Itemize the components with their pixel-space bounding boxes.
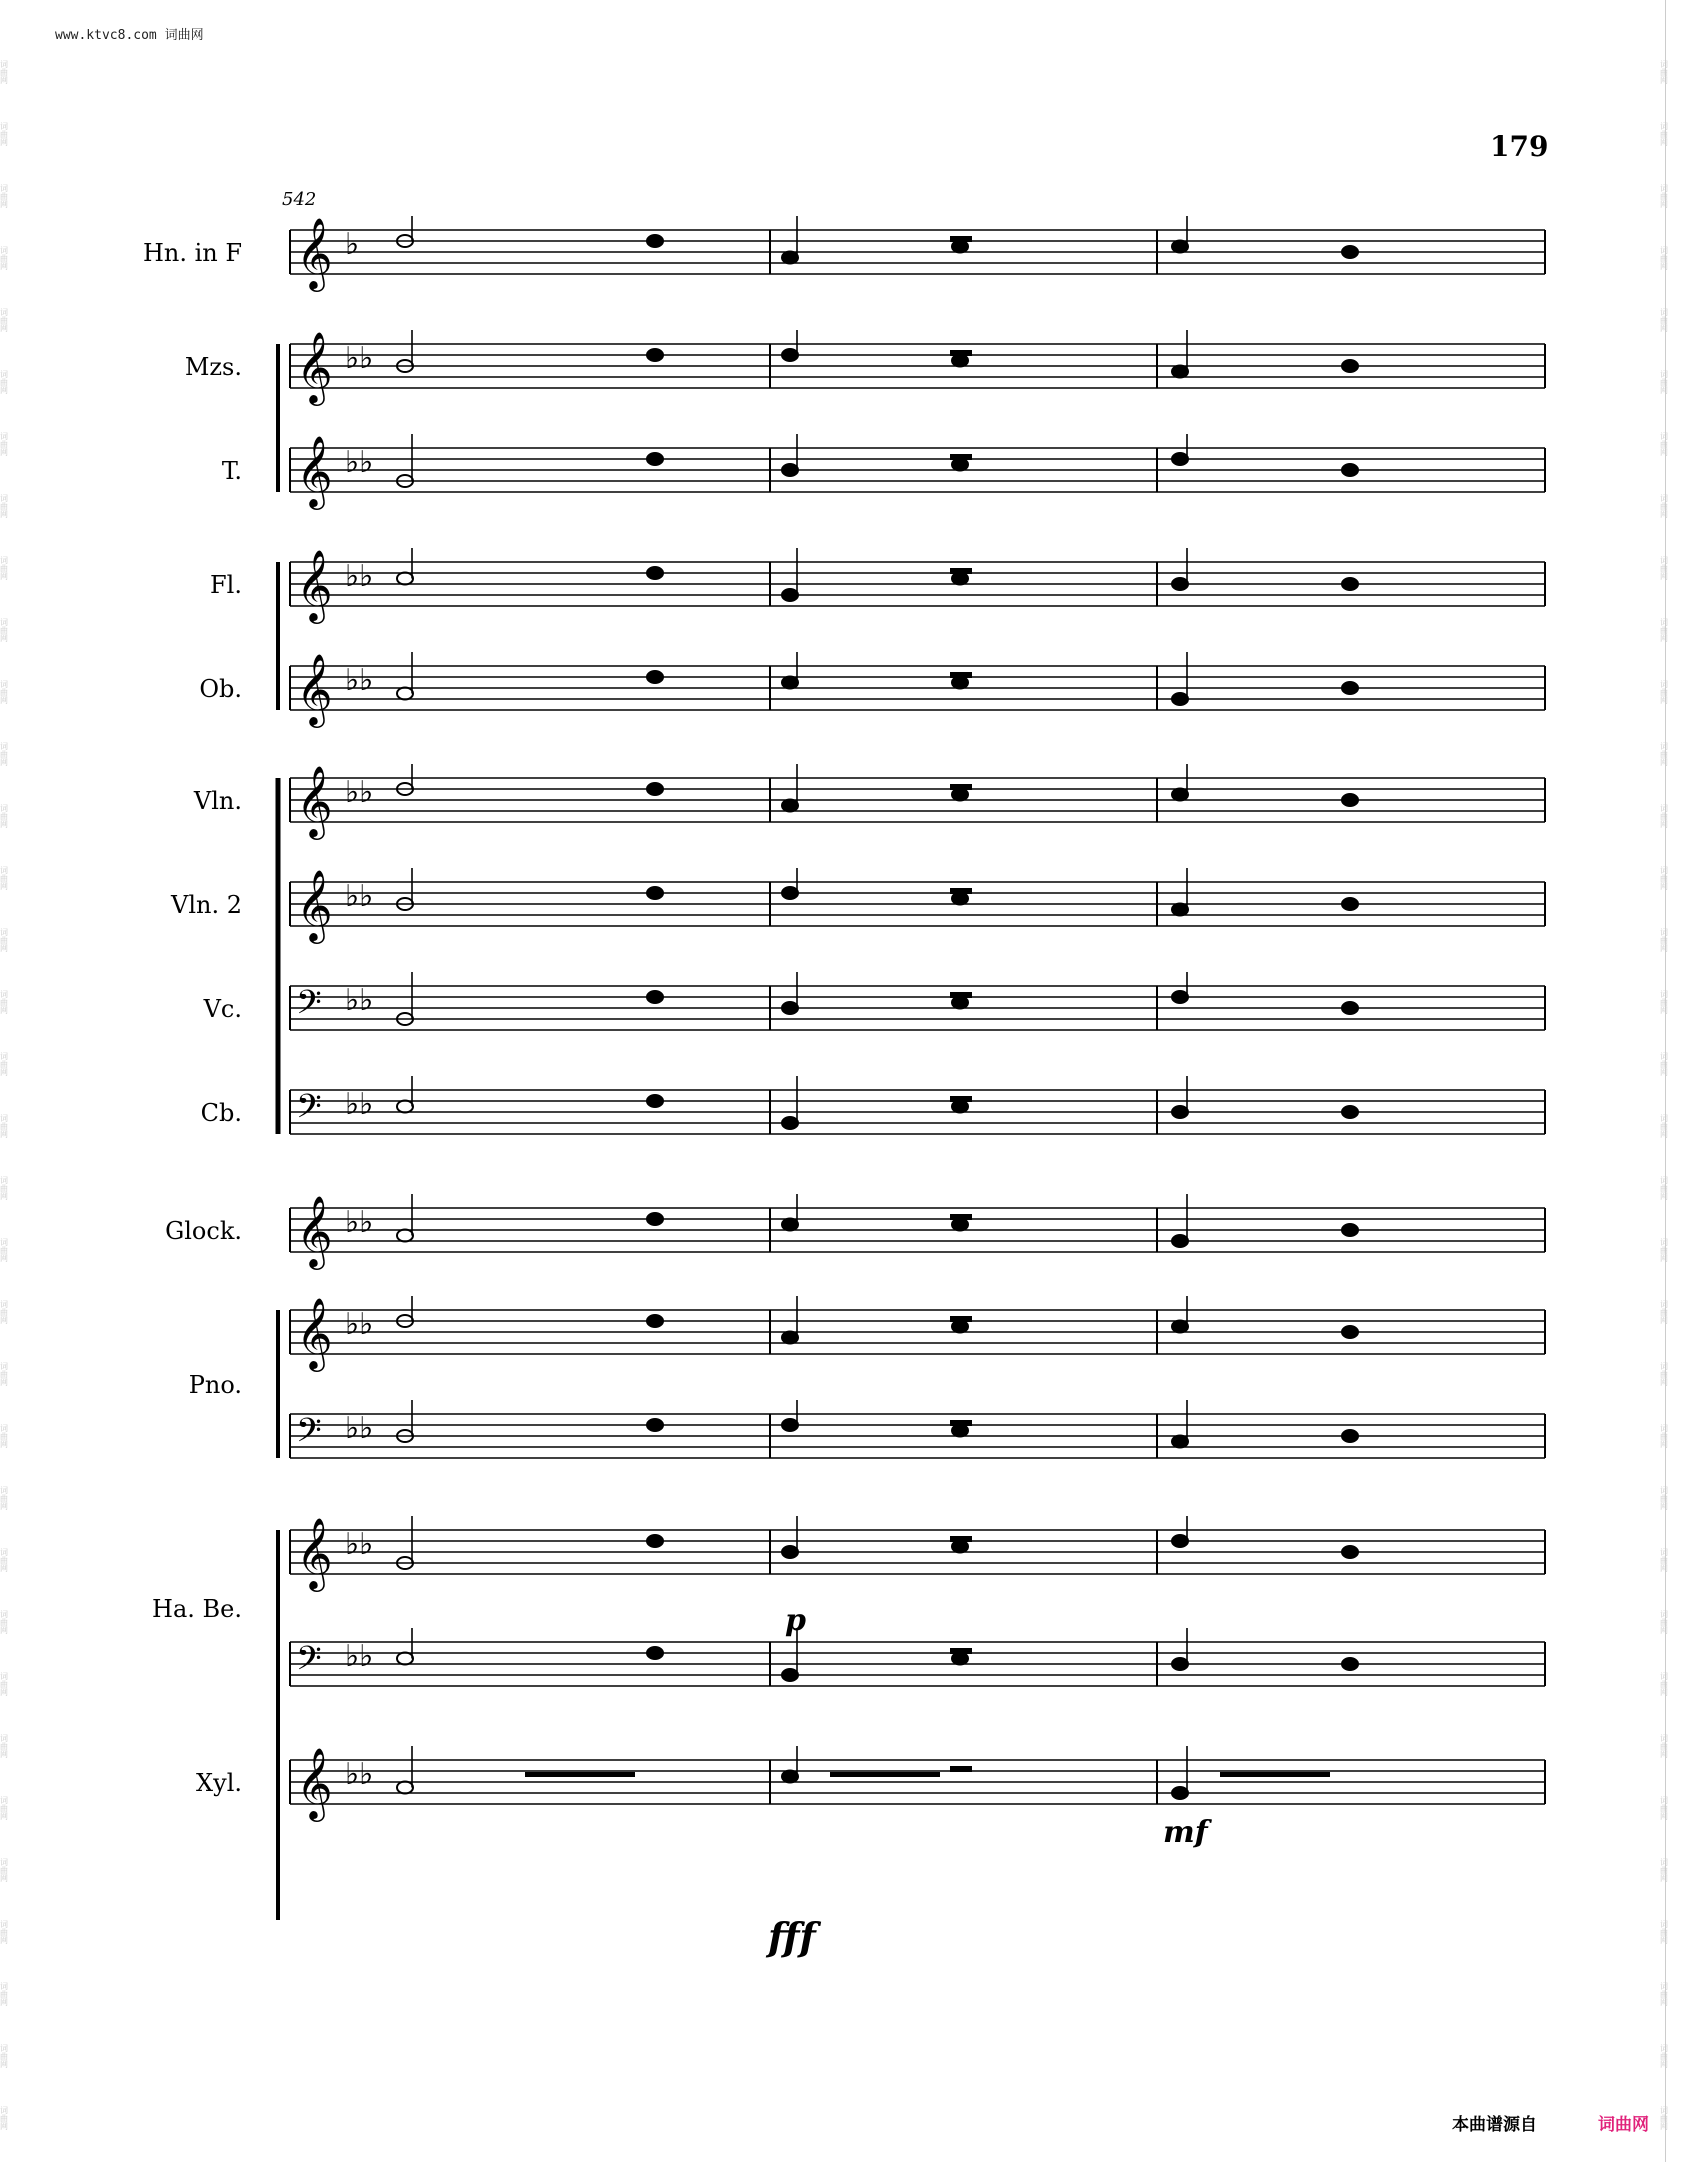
watermark-text: 词曲网	[1659, 1920, 1669, 1944]
watermark-text: 词曲网	[1659, 1858, 1669, 1882]
key-signature: ♭♭	[345, 1307, 374, 1342]
watermark-text: 词曲网	[1659, 1238, 1669, 1262]
watermark-text: 词曲网	[0, 1610, 9, 1634]
note-head	[397, 1782, 413, 1794]
watermark-text: 词曲网	[0, 1734, 9, 1758]
note-head	[1342, 682, 1358, 694]
note-head	[647, 783, 663, 795]
watermark-text: 词曲网	[0, 1238, 9, 1262]
bass-clef: 𝄢	[296, 1412, 322, 1458]
watermark-text: 词曲网	[1659, 1300, 1669, 1324]
instrument-label-t: T.	[221, 457, 242, 485]
note-head	[782, 349, 798, 361]
note-head	[1342, 360, 1358, 372]
instrument-label-vc: Vc.	[203, 995, 242, 1023]
treble-clef: 𝄞	[296, 652, 333, 725]
note-head	[1172, 453, 1188, 465]
note-head	[952, 355, 968, 367]
watermark-text: 词曲网	[0, 1858, 9, 1882]
note-head	[397, 1101, 413, 1113]
watermark-text: 词曲网	[1659, 618, 1669, 642]
note-head	[1342, 1658, 1358, 1670]
watermark-text: 词曲网	[0, 1424, 9, 1448]
watermark-text: 词曲网	[1659, 184, 1669, 208]
watermark-text: 词曲网	[0, 2106, 9, 2130]
key-signature: ♭♭	[345, 1205, 374, 1240]
instrument-label-vln: Vln.	[193, 787, 242, 815]
instrument-label-mzs: Mzs.	[184, 353, 242, 381]
key-signature: ♭♭	[345, 879, 374, 914]
note-head	[1342, 1002, 1358, 1014]
note-head	[647, 1095, 663, 1107]
whole-rest	[950, 236, 972, 242]
beam	[525, 1772, 635, 1777]
watermark-text: 词曲网	[1659, 432, 1669, 456]
watermark-text: 词曲网	[1659, 990, 1669, 1014]
treble-clef: 𝄞	[296, 216, 333, 289]
watermark-text: 词曲网	[1659, 370, 1669, 394]
dynamic-harp-p: p	[785, 1603, 806, 1638]
note-head	[647, 1213, 663, 1225]
watermark-text: 词曲网	[0, 308, 9, 332]
note-head	[1172, 1436, 1188, 1448]
key-signature: ♭♭	[345, 445, 374, 480]
note-head	[1342, 578, 1358, 590]
whole-rest	[950, 1420, 972, 1426]
note-head	[647, 887, 663, 899]
instrument-label-xyl: Xyl.	[196, 1769, 242, 1797]
watermark-text: 词曲网	[1659, 1610, 1669, 1634]
instrument-label-cb: Cb.	[200, 1099, 242, 1127]
whole-rest	[950, 888, 972, 894]
note-head	[782, 677, 798, 689]
note-head	[782, 1669, 798, 1681]
note-head	[952, 997, 968, 1009]
watermark-text: 词曲网	[0, 742, 9, 766]
note-head	[397, 573, 413, 585]
note-head	[782, 1117, 798, 1129]
note-head	[782, 1002, 798, 1014]
whole-rest	[950, 1316, 972, 1322]
note-head	[1172, 1787, 1188, 1799]
watermark-text: 词曲网	[0, 1796, 9, 1820]
whole-rest	[950, 1096, 972, 1102]
watermark-text: 词曲网	[1659, 1982, 1669, 2006]
note-head	[782, 1771, 798, 1783]
note-head	[1342, 464, 1358, 476]
note-head	[1172, 1535, 1188, 1547]
watermark-text: 词曲网	[0, 1300, 9, 1324]
note-head	[782, 252, 798, 264]
note-head	[1172, 1106, 1188, 1118]
watermark-text: 词曲网	[0, 60, 9, 84]
key-signature: ♭♭	[345, 983, 374, 1018]
note-head	[952, 1101, 968, 1113]
watermark-text: 词曲网	[1659, 1672, 1669, 1696]
watermark-text: 词曲网	[1659, 1486, 1669, 1510]
treble-clef: 𝄞	[296, 330, 333, 403]
bass-clef: 𝄢	[296, 1088, 322, 1134]
note-head	[1342, 1326, 1358, 1338]
watermark-text: 词曲网	[1659, 680, 1669, 704]
watermark-text: 词曲网	[1659, 556, 1669, 580]
note-head	[1172, 693, 1188, 705]
instrument-label-vln2: Vln. 2	[171, 891, 242, 919]
note-head	[782, 800, 798, 812]
watermark-text: 词曲网	[0, 804, 9, 828]
watermark-text: 词曲网	[0, 1548, 9, 1572]
watermark-text: 词曲网	[1659, 1176, 1669, 1200]
note-head	[1342, 794, 1358, 806]
note-head	[647, 1315, 663, 1327]
watermark-text: 词曲网	[1659, 1362, 1669, 1386]
instrument-label-pno: Pno.	[188, 1371, 242, 1399]
treble-clef: 𝄞	[296, 1516, 333, 1589]
watermark-text: 词曲网	[0, 618, 9, 642]
note-head	[952, 1541, 968, 1553]
whole-rest	[950, 1214, 972, 1220]
watermark-text: 词曲网	[0, 370, 9, 394]
whole-rest	[950, 350, 972, 356]
watermark-text: 词曲网	[1659, 1548, 1669, 1572]
whole-rest	[950, 1536, 972, 1542]
note-head	[782, 1419, 798, 1431]
instrument-label-habe: Ha. Be.	[152, 1595, 242, 1623]
note-head	[647, 567, 663, 579]
note-head	[1172, 991, 1188, 1003]
note-head	[1342, 1546, 1358, 1558]
note-head	[647, 1535, 663, 1547]
watermark-text: 词曲网	[1659, 1796, 1669, 1820]
watermark-text: 词曲网	[1659, 1114, 1669, 1138]
watermark-text: 词曲网	[1659, 122, 1669, 146]
note-head	[1342, 246, 1358, 258]
watermark-text: 词曲网	[0, 1052, 9, 1076]
note-head	[952, 893, 968, 905]
whole-rest	[950, 992, 972, 998]
key-signature: ♭♭	[345, 1411, 374, 1446]
note-head	[1172, 366, 1188, 378]
watermark-text: 词曲网	[0, 246, 9, 270]
score-systems	[0, 59, 1669, 2131]
note-head	[952, 789, 968, 801]
treble-clef: 𝄞	[296, 1296, 333, 1369]
note-head	[647, 1419, 663, 1431]
note-head	[647, 235, 663, 247]
note-head	[782, 1546, 798, 1558]
whole-rest	[950, 568, 972, 574]
treble-clef: 𝄞	[296, 434, 333, 507]
watermark-text: 词曲网	[1659, 928, 1669, 952]
watermark-text: 词曲网	[0, 1176, 9, 1200]
footer-note: 本曲谱源自	[1452, 2115, 1537, 2135]
watermark-text: 词曲网	[0, 1920, 9, 1944]
key-signature: ♭♭	[345, 1527, 374, 1562]
watermark-text: 词曲网	[1659, 2044, 1669, 2068]
note-head	[952, 573, 968, 585]
note-head	[952, 677, 968, 689]
watermark-text: 词曲网	[0, 1672, 9, 1696]
bass-clef: 𝄢	[296, 1640, 322, 1686]
key-signature: ♭♭	[345, 1639, 374, 1674]
watermark-text: 词曲网	[0, 1362, 9, 1386]
watermark-text: 词曲网	[0, 432, 9, 456]
instrument-label-ob: Ob.	[199, 675, 242, 703]
treble-clef: 𝄞	[296, 868, 333, 941]
note-head	[397, 1653, 413, 1665]
instrument-label-fl: Fl.	[210, 571, 242, 599]
note-head	[782, 887, 798, 899]
key-signature: ♭	[345, 227, 360, 262]
note-head	[782, 464, 798, 476]
watermark-text: 词曲网	[1659, 1052, 1669, 1076]
note-head	[1342, 1106, 1358, 1118]
beam	[830, 1772, 940, 1777]
watermark-text: 词曲网	[1659, 494, 1669, 518]
note-head	[647, 991, 663, 1003]
key-signature: ♭♭	[345, 1087, 374, 1122]
note-head	[782, 589, 798, 601]
key-signature: ♭♭	[345, 341, 374, 376]
whole-rest	[950, 454, 972, 460]
note-head	[952, 1219, 968, 1231]
note-head	[397, 1230, 413, 1242]
watermark-text: 词曲网	[0, 928, 9, 952]
watermark-text: 词曲网	[0, 556, 9, 580]
watermark-text: 词曲网	[0, 866, 9, 890]
watermark-text: 词曲网	[0, 2044, 9, 2068]
whole-rest	[950, 784, 972, 790]
watermark-text: 词曲网	[0, 1486, 9, 1510]
note-head	[1172, 1235, 1188, 1247]
note-head	[1172, 1321, 1188, 1333]
key-signature: ♭♭	[345, 663, 374, 698]
watermark-text: 词曲网	[0, 184, 9, 208]
note-head	[952, 1653, 968, 1665]
watermark-text: 词曲网	[1659, 1734, 1669, 1758]
whole-rest	[950, 1648, 972, 1654]
footer-brand: 词曲网	[1598, 2115, 1649, 2135]
treble-clef: 𝄞	[296, 1194, 333, 1267]
beam	[1220, 1772, 1330, 1777]
note-head	[1172, 1658, 1188, 1670]
header-url: www.ktvc8.com 词曲网	[55, 28, 204, 43]
note-head	[647, 349, 663, 361]
watermark-text: 词曲网	[0, 680, 9, 704]
whole-rest	[950, 1766, 972, 1772]
watermark-text: 词曲网	[0, 494, 9, 518]
note-head	[952, 241, 968, 253]
watermark-text: 词曲网	[0, 990, 9, 1014]
instrument-label-glock: Glock.	[165, 1217, 242, 1245]
treble-clef: 𝄞	[296, 764, 333, 837]
note-head	[952, 459, 968, 471]
note-head	[647, 1647, 663, 1659]
note-head	[952, 1321, 968, 1333]
instrument-label-hn: Hn. in F	[142, 239, 242, 267]
watermark-text: 词曲网	[0, 1114, 9, 1138]
note-head	[397, 688, 413, 700]
treble-clef: 𝄞	[296, 548, 333, 621]
note-head	[1172, 578, 1188, 590]
key-signature: ♭♭	[345, 775, 374, 810]
note-head	[1342, 1224, 1358, 1236]
watermark-text: 词曲网	[1659, 60, 1669, 84]
watermark-text: 词曲网	[1659, 804, 1669, 828]
note-head	[647, 453, 663, 465]
watermark-text: 词曲网	[0, 122, 9, 146]
watermark-text: 词曲网	[1659, 866, 1669, 890]
dynamic-sd-fff: fff	[768, 1914, 816, 1959]
treble-clef: 𝄞	[296, 1746, 333, 1819]
note-head	[782, 1219, 798, 1231]
note-head	[782, 1332, 798, 1344]
note-head	[1172, 904, 1188, 916]
watermark-text: 词曲网	[1659, 308, 1669, 332]
watermark-text: 词曲网	[1659, 742, 1669, 766]
whole-rest	[950, 672, 972, 678]
note-head	[1172, 241, 1188, 253]
measure-number: 542	[282, 189, 317, 210]
note-head	[647, 671, 663, 683]
note-head	[1342, 898, 1358, 910]
watermark-text: 词曲网	[0, 1982, 9, 2006]
watermark-text: 词曲网	[1659, 246, 1669, 270]
note-head	[952, 1425, 968, 1437]
key-signature: ♭♭	[345, 1757, 374, 1792]
watermark-text: 词曲网	[1659, 2106, 1669, 2130]
page-number: 179	[1490, 130, 1549, 163]
dynamic-xyl-mf: mf	[1163, 1815, 1208, 1850]
key-signature: ♭♭	[345, 559, 374, 594]
bass-clef: 𝄢	[296, 984, 322, 1030]
note-head	[1172, 789, 1188, 801]
watermark-text: 词曲网	[1659, 1424, 1669, 1448]
note-head	[1342, 1430, 1358, 1442]
